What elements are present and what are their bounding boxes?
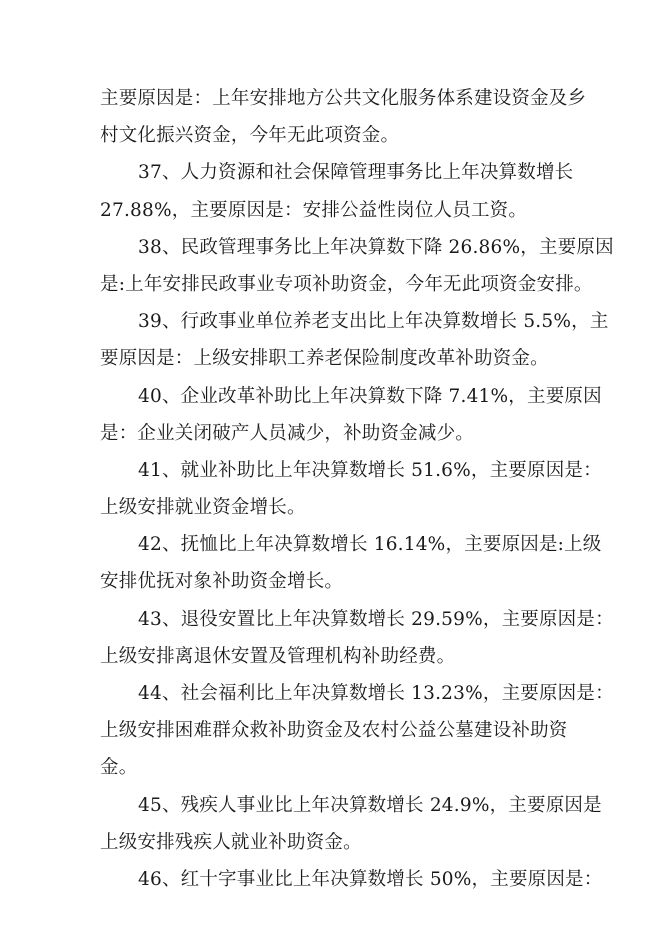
text-line: 是：企业关闭破产人员减少，补助资金减少。 (100, 422, 475, 444)
text-line: 27.88%，主要原因是：安排公益性岗位人员工资。 (100, 199, 528, 221)
text-line: 金。 (100, 757, 138, 779)
text-line: 是:上年安排民政事业专项补助资金，今年无此项资金安排。 (100, 273, 593, 295)
text-line: 要原因是：上级安排职工养老保险制度改革补助资金。 (100, 348, 549, 370)
document-page (100, 84, 614, 902)
text-line: 上级安排残疾人就业补助资金。 (100, 831, 362, 853)
text-line: 41、就业补助比上年决算数增长 51.6%，主要原因是： (138, 459, 602, 481)
text-line: 39、行政事业单位养老支出比上年决算数增长 5.5%，主 (138, 311, 609, 333)
text-line: 46、红十字事业比上年决算数增长 50%，主要原因是： (138, 868, 603, 890)
text-line: 安排优抚对象补助资金增长。 (100, 571, 344, 593)
text-line: 37、人力资源和社会保障管理事务比上年决算数增长 (138, 162, 574, 184)
text-line: 43、退役安置比上年决算数增长 29.59%，主要原因是： (138, 608, 614, 630)
text-line: 上级安排离退休安置及管理机构补助经费。 (100, 645, 456, 667)
text-line: 村文化振兴资金，今年无此项资金。 (100, 125, 400, 147)
text-line: 主要原因是：上年安排地方公共文化服务体系建设资金及乡 (100, 88, 587, 109)
text-line: 44、社会福利比上年决算数增长 13.23%，主要原因是： (138, 683, 614, 704)
text-line: 上级安排就业资金增长。 (100, 497, 306, 519)
text-line: 40、企业改革补助比上年决算数下降 7.41%，主要原因 (138, 385, 602, 407)
text-line: 上级安排困难群众救补助资金及农村公益公墓建设补助资 (100, 720, 568, 742)
text-line: 38、民政管理事务比上年决算数下降 26.86%，主要原因 (138, 236, 614, 258)
text-line: 42、抚恤比上年决算数增长 16.14%，主要原因是:上级 (138, 534, 602, 556)
text-line: 45、残疾人事业比上年决算数增长 24.9%，主要原因是 (138, 794, 602, 816)
